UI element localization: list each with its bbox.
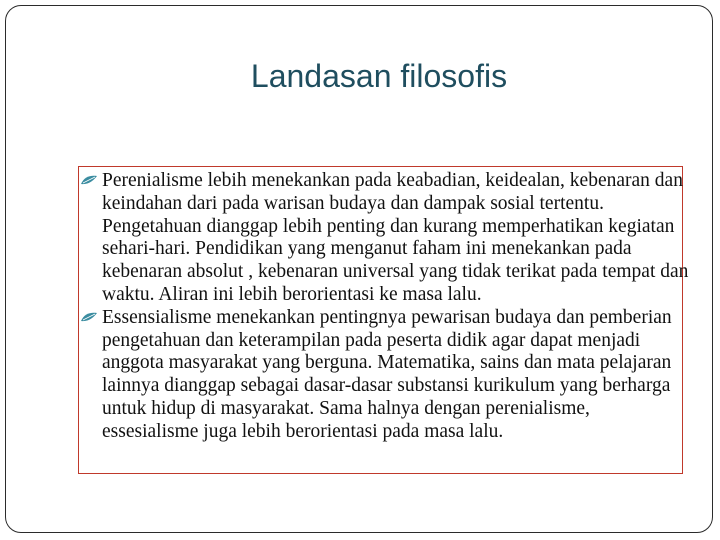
bullet-text: Essensialisme menekankan pentingnya pewarisan budaya dan pemberian pengetahuan dan keterampilan pada peserta didik agar dapat menjadi anggota masyarakat yang berguna. Matematika, sains dan mata pelajaran lainnya dianggap sebagai dasar-dasar substansi kurikulum yang berharga untuk hidup di masyarakat. Sama halnya dengan perenialisme, essesialisme juga lebih berorientasi pada masa lalu. xyxy=(102,306,672,442)
leaf-bullet-icon xyxy=(80,174,98,188)
leaf-bullet-icon xyxy=(80,311,98,325)
slide-title: Landasan filosofis xyxy=(250,58,508,94)
bullet-item-essensialisme xyxy=(80,307,690,444)
bullet-item-perenialisme xyxy=(80,170,690,307)
bullet-list xyxy=(80,170,690,444)
bullet-text: Perenialisme lebih menekankan pada keabadian, keidealan, kebenaran dan keindahan dari pada warisan budaya dan dampak sosial tertentu. Pengetahuan dianggap lebih penting dan kurang memperhatikan kegiatan sehari-hari. Pendidikan yang menganut faham ini menekankan pada kebenaran absolut , kebenaran universal yang tidak terikat pada tempat dan waktu. Aliran ini lebih berorientasi ke masa lalu. xyxy=(102,170,689,305)
